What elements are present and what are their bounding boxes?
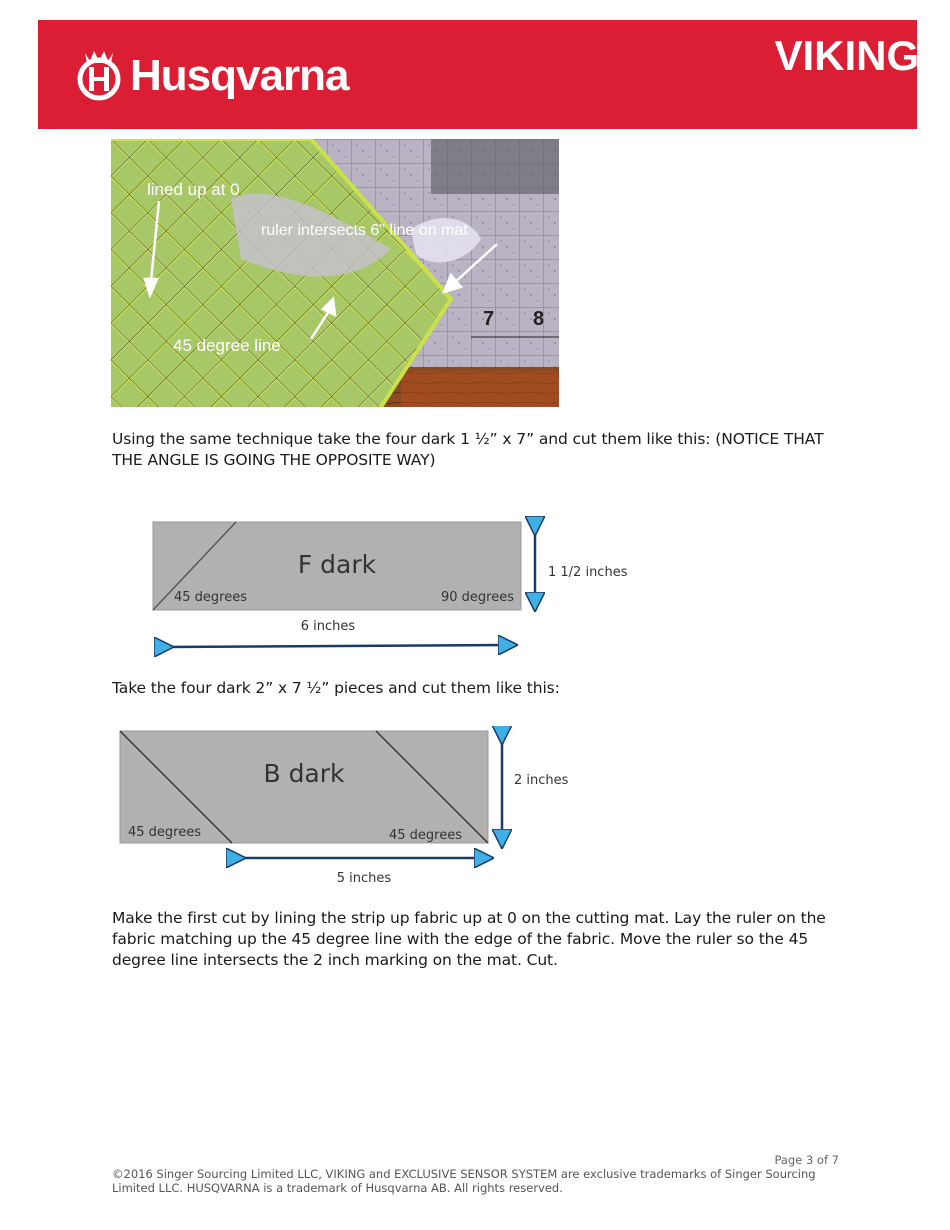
mat-number-7: 7 [483,308,495,330]
instruction-paragraph-2: Take the four dark 2” x 7 ½” pieces and cut them like this: [112,679,560,697]
strip-b-right-angle: 45 degrees [389,828,463,843]
ruler-photo [111,139,559,407]
width-arrow-f [164,645,508,647]
diagram-b-dark [116,726,586,886]
strip-f-title: F dark [297,550,377,579]
strip-f-right-angle: 90 degrees [441,590,515,605]
strip-b-left-angle: 45 degrees [128,825,202,840]
annotation-lined-up: lined up at 0 [147,180,240,199]
viking-logo [774,32,930,80]
annotation-45-degree: 45 degree line [173,336,281,355]
strip-b-width-label: 5 inches [336,871,392,886]
strip-b-title: B dark [263,759,345,788]
husqvarna-wordmark: Husqvarna [130,51,349,100]
husqvarna-crown-icon [76,47,122,105]
registered-mark: ® [921,33,930,47]
annotation-ruler-intersects: ruler intersects 6" line on mat [261,222,468,239]
instruction-paragraph-1: Using the same technique take the four dark 1 ½” x 7” and cut them like this: (NOTICE THAT THE ANGLE IS GOING THE OPPOSITE WAY) [112,430,824,469]
strip-b-height-label: 2 inches [514,773,569,788]
strip-f-width-label: 6 inches [300,619,356,634]
husqvarna-logo [76,46,348,106]
diagram-f-dark [148,510,648,660]
viking-wordmark: VIKING [774,32,920,79]
mat-number-8: 8 [533,308,545,330]
strip-f-left-angle: 45 degrees [174,590,248,605]
instruction-paragraph-3: Make the first cut by lining the strip up fabric up at 0 on the cutting mat. Lay the ruler on the fabric matching up the 45 degree line with the edge of the fabric. Move the ruler so the 45 degree line intersects the 2 inch marking on the mat. Cut. [112,909,826,969]
strip-f-height-label: 1 1/2 inches [548,565,628,580]
legal-notice: ©2016 Singer Sourcing Limited LLC, VIKING and EXCLUSIVE SENSOR SYSTEM are exclusive trademarks of Singer Sourcing Limited LLC. HUSQVARNA is a trademark of Husqvarna AB. All rights reserved. [112,1167,816,1195]
page-number: Page 3 of 7 [774,1153,839,1167]
